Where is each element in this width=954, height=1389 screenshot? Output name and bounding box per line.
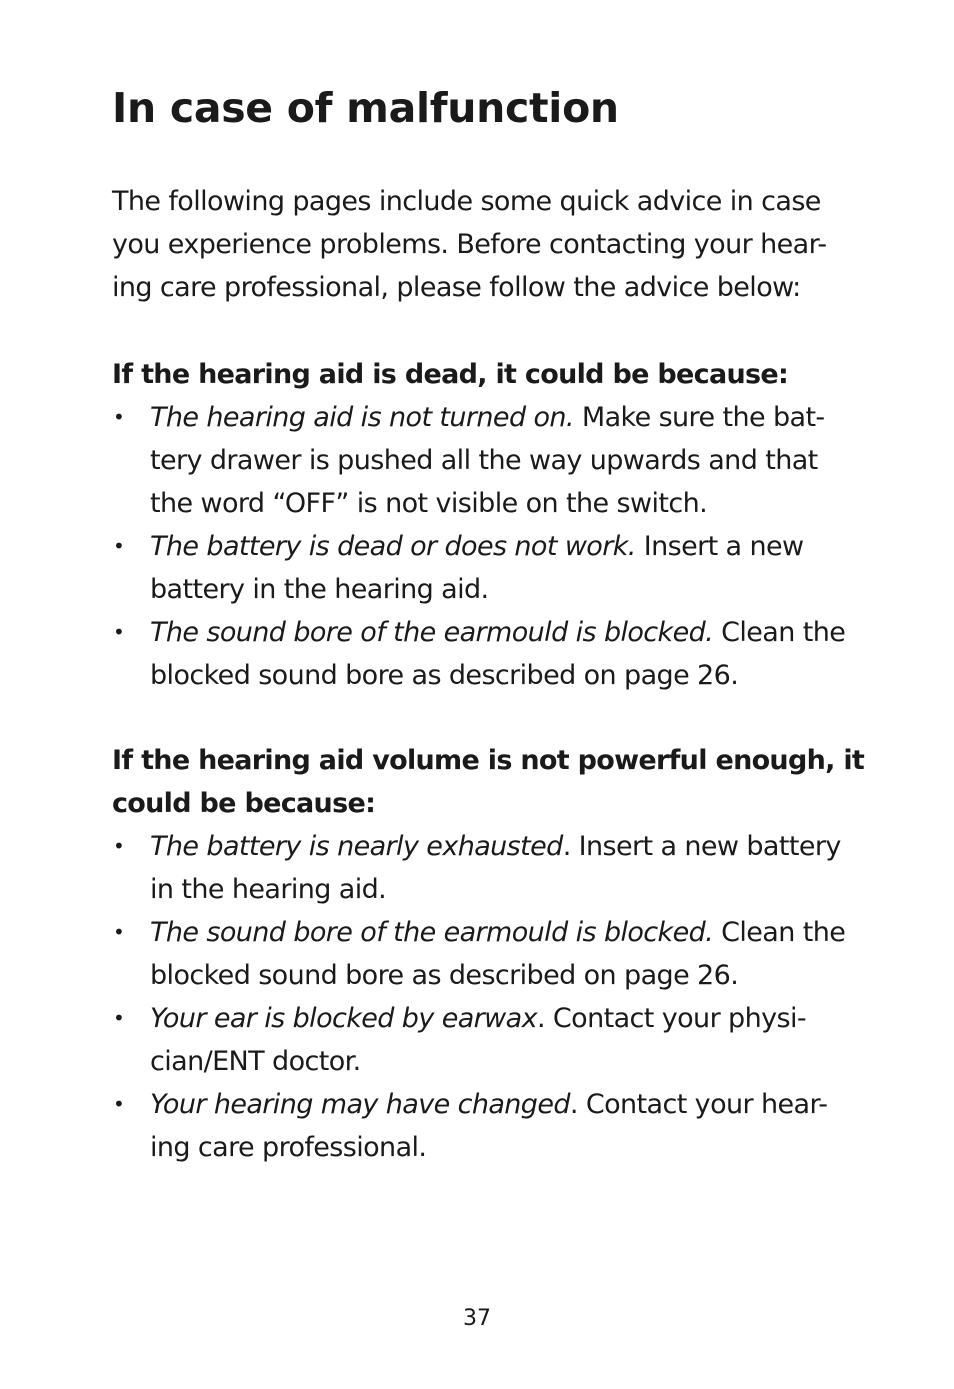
section-heading-line: If the hearing aid volume is not powerful enough, it xyxy=(112,745,865,776)
advice-text: Clean the xyxy=(713,917,846,948)
bullet-icon: • xyxy=(113,405,125,429)
advice-line: blocked sound bore as described on page 26. xyxy=(150,660,739,691)
advice-text: Clean the xyxy=(713,617,846,648)
page-number: 37 xyxy=(463,1306,491,1331)
cause-text: The hearing aid is not turned on. xyxy=(150,402,574,433)
advice-text: . Insert a new battery xyxy=(562,831,841,862)
section-heading xyxy=(112,353,892,396)
advice-line: tery drawer is pushed all the way upwards and that xyxy=(150,445,818,476)
list-item xyxy=(112,997,892,1083)
advice-line: blocked sound bore as described on page 26. xyxy=(150,960,739,991)
intro-line: The following pages include some quick advice in case xyxy=(112,186,821,217)
bullet-icon: • xyxy=(113,620,125,644)
cause-list xyxy=(112,825,892,1169)
page-title: In case of malfunction xyxy=(112,84,619,132)
section-dead-aid xyxy=(112,353,892,697)
advice-text: Insert a new xyxy=(635,531,804,562)
section-heading-line: If the hearing aid is dead, it could be because: xyxy=(112,359,789,390)
bullet-icon: • xyxy=(113,1092,125,1116)
bullet-icon: • xyxy=(113,534,125,558)
advice-text: . Contact your hear- xyxy=(569,1089,828,1120)
cause-text: The battery is dead or does not work. xyxy=(150,531,636,562)
advice-text: . Contact your physi- xyxy=(536,1003,806,1034)
advice-line: the word “OFF” is not visible on the switch. xyxy=(150,488,708,519)
list-item xyxy=(112,825,892,911)
intro-line: you experience problems. Before contacting your hear- xyxy=(112,229,827,260)
list-item xyxy=(112,911,892,997)
list-item xyxy=(112,611,892,697)
cause-text: The sound bore of the earmould is blocked. xyxy=(150,617,714,648)
advice-line: battery in the hearing aid. xyxy=(150,574,489,605)
list-item xyxy=(112,1083,892,1169)
section-heading-line: could be because: xyxy=(112,788,376,819)
cause-list xyxy=(112,396,892,697)
cause-text: Your hearing may have changed xyxy=(150,1089,570,1120)
section-weak-volume xyxy=(112,739,892,1169)
cause-text: The battery is nearly exhausted xyxy=(150,831,563,862)
intro-paragraph xyxy=(112,180,872,309)
advice-line: ing care professional. xyxy=(150,1132,427,1163)
advice-line: cian/ENT doctor. xyxy=(150,1046,361,1077)
cause-text: Your ear is blocked by earwax xyxy=(150,1003,537,1034)
section-heading xyxy=(112,739,892,825)
cause-text: The sound bore of the earmould is blocked. xyxy=(150,917,714,948)
bullet-icon: • xyxy=(113,834,125,858)
list-item xyxy=(112,396,892,525)
list-item xyxy=(112,525,892,611)
intro-line: ing care professional, please follow the advice below: xyxy=(112,272,801,303)
bullet-icon: • xyxy=(113,920,125,944)
advice-line: in the hearing aid. xyxy=(150,874,387,905)
advice-text: Make sure the bat- xyxy=(573,402,825,433)
bullet-icon: • xyxy=(113,1006,125,1030)
